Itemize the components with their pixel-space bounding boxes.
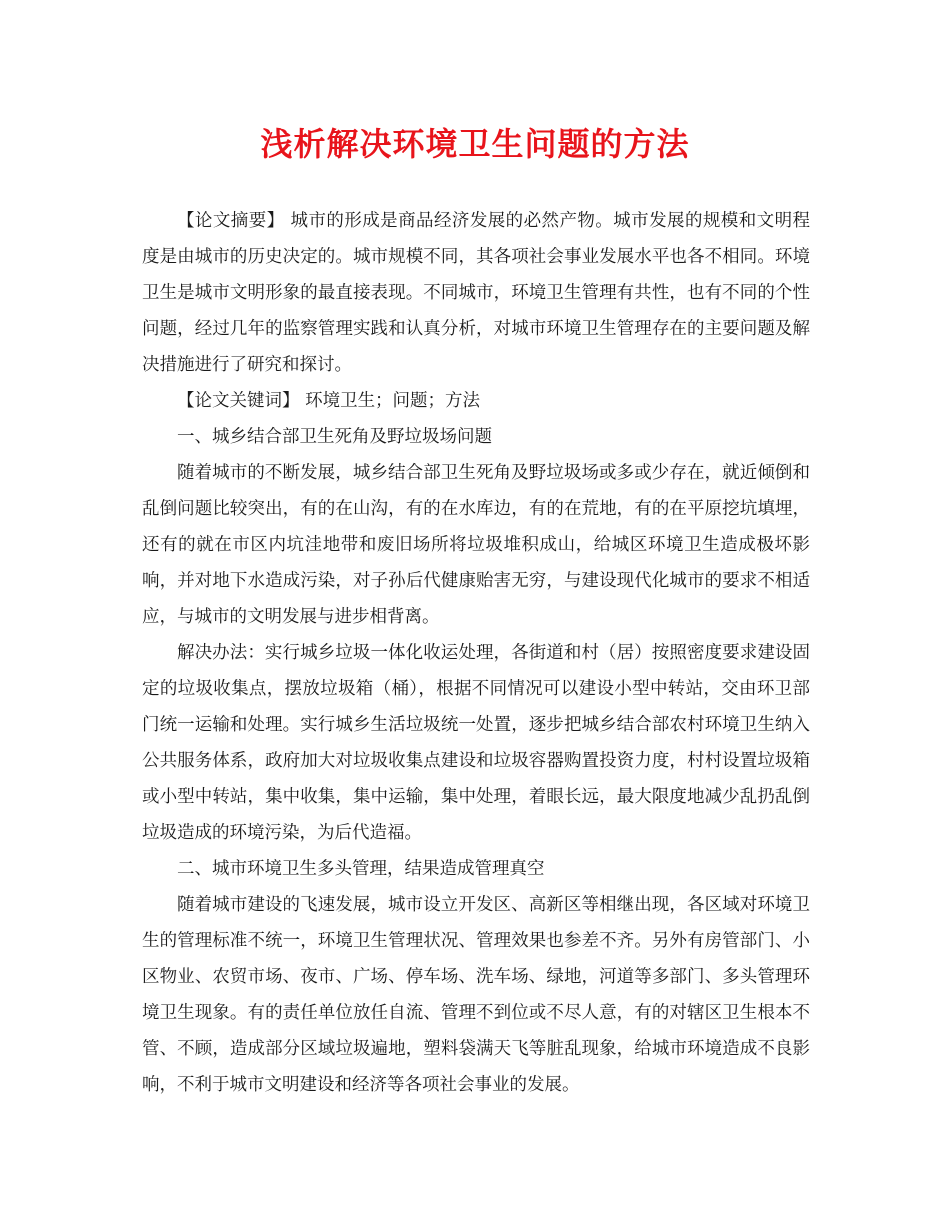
abstract-label: 【论文摘要】 — [177, 211, 285, 231]
keywords-paragraph — [142, 383, 810, 419]
section-heading-2: 二、城市环境卫生多头管理，结果造成管理真空 — [177, 859, 545, 879]
keywords-text: 环境卫生；问题；方法 — [299, 391, 481, 411]
body-paragraph: 解决办法：实行城乡垃圾一体化收运处理，各街道和村（居）按照密度要求建设固定的垃圾收集点，摆放垃圾箱（桶），根据不同情况可以建设小型中转站，交由环卫部门统一运输和处理。实行城乡生活垃圾统一处置，逐步把城乡结合部农村环境卫生纳入公共服务体系，政府加大对垃圾收集点建设和垃圾容器购置投资力度，村村设置垃圾箱或小型中转站，集中收集，集中运输，集中处理，着眼长远，最大限度地减少乱扔乱倒垃圾造成的环境污染，为后代造福。 — [142, 643, 810, 843]
document-title: 浅析解决环境卫生问题的方法 — [260, 125, 690, 163]
document-body — [142, 203, 810, 1103]
abstract-text: 城市的形成是商品经济发展的必然产物。城市发展的规模和文明程度是由城市的历史决定的。城市规模不同，其各项社会事业发展水平也各不相同。环境卫生是城市文明形象的最直接表现。不同城市，环境卫生管理有共性，也有不同的个性问题，经过几年的监察管理实践和认真分析，对城市环境卫生管理存在的主要问题及解决措施进行了研究和探讨。 — [142, 211, 810, 375]
section-heading-1: 一、城乡结合部卫生死角及野垃圾场问题 — [177, 427, 492, 447]
keywords-label: 【论文关键词】 — [177, 391, 300, 411]
abstract-paragraph — [142, 203, 810, 383]
body-paragraph: 随着城市的不断发展，城乡结合部卫生死角及野垃圾场或多或少存在，就近倾倒和乱倒问题比较突出，有的在山沟，有的在水库边，有的在荒地，有的在平原挖坑填埋，还有的就在市区内坑洼地带和废旧场所将垃圾堆积成山，给城区环境卫生造成极坏影响，并对地下水造成污染，对子孙后代健康贻害无穷，与建设现代化城市的要求不相适应，与城市的文明发展与进步相背离。 — [142, 463, 810, 627]
body-paragraph: 随着城市建设的飞速发展，城市设立开发区、高新区等相继出现，各区域对环境卫生的管理标准不统一，环境卫生管理状况、管理效果也参差不齐。另外有房管部门、小区物业、农贸市场、夜市、广场、停车场、洗车场、绿地，河道等多部门、多头管理环境卫生现象。有的责任单位放任自流、管理不到位或不尽人意，有的对辖区卫生根本不管、不顾，造成部分区域垃圾遍地，塑料袋满天飞等脏乱现象，给城市环境造成不良影响，不利于城市文明建设和经济等各项社会事业的发展。 — [142, 895, 810, 1095]
